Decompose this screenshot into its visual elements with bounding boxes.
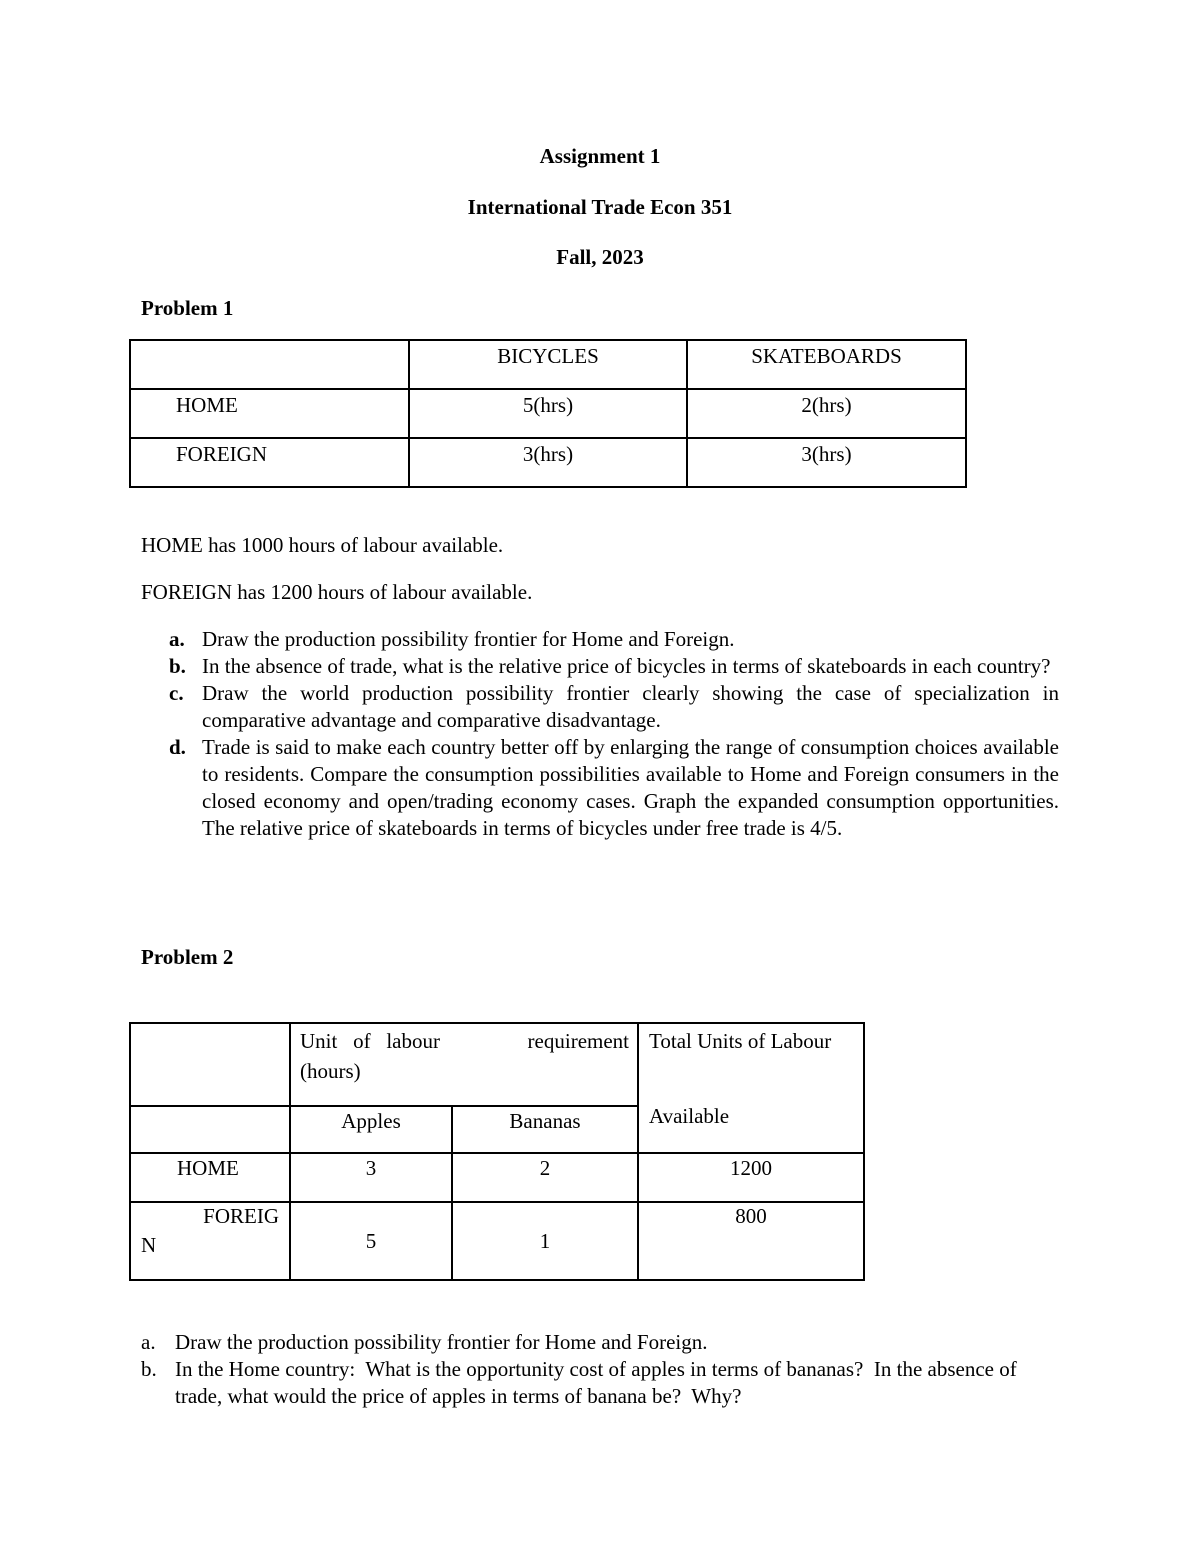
question-text: Draw the world production possibility frontier clearly showing the case of specialization in comparative advantage and comparative disadvantage.	[202, 681, 1059, 732]
table-cell: 800	[638, 1202, 864, 1280]
list-marker: d.	[169, 735, 186, 759]
table-row	[130, 1202, 864, 1280]
list-item	[141, 653, 1059, 680]
table-cell	[130, 1106, 290, 1153]
list-marker: b.	[141, 1357, 157, 1381]
unit-labour-header-right: requirement	[527, 1029, 629, 1053]
foreign-label-line2: N	[141, 1233, 157, 1257]
table-row	[130, 389, 966, 438]
table-cell: 1200	[638, 1153, 864, 1202]
unit-labour-header	[290, 1023, 638, 1106]
list-marker: a.	[169, 627, 185, 651]
term: Fall, 2023	[556, 245, 644, 269]
course-name: International Trade Econ 351	[467, 195, 733, 219]
list-item	[141, 680, 1059, 734]
table-cell: 3(hrs)	[409, 438, 687, 487]
list-item	[141, 1329, 1059, 1356]
document-title: Assignment 1	[539, 144, 661, 168]
table-cell: HOME	[130, 1153, 290, 1202]
total-labour-header	[638, 1023, 864, 1153]
table-cell: 2	[452, 1153, 638, 1202]
problem2-heading: Problem 2	[141, 945, 234, 969]
table-row	[130, 1153, 864, 1202]
total-labour-header-line2: Available	[649, 1104, 730, 1128]
table-cell: 2(hrs)	[687, 389, 966, 438]
table-header-cell: BICYCLES	[409, 340, 687, 389]
question-text: In the Home country: What is the opportunity cost of apples in terms of bananas? In the absence of trade, what would the price of apples in terms of banana be? Why?	[175, 1357, 1022, 1408]
home-labour-text: HOME has 1000 hours of labour available.	[141, 533, 504, 557]
table-cell: FOREIGN	[130, 438, 409, 487]
table-cell: 3(hrs)	[687, 438, 966, 487]
unit-labour-line	[300, 1026, 629, 1056]
table-row	[130, 438, 966, 487]
question-text: In the absence of trade, what is the relative price of bicycles in terms of skateboards in each country?	[202, 654, 1051, 678]
table-header-cell	[130, 1023, 290, 1106]
table-cell: 5	[290, 1202, 452, 1280]
unit-labour-header-left: Unit of labour	[300, 1029, 440, 1053]
question-text: Trade is said to make each country better off by enlarging the range of consumption choices available to residents. Compare the consumption possibilities available to Home and Foreign consumers in the closed economy and open/trading economy cases. Graph the expanded consumption opportunities. The relative price of skateboards in terms of bicycles under free trade is 4/5.	[202, 735, 1059, 840]
question-text: Draw the production possibility frontier for Home and Foreign.	[202, 627, 735, 651]
table-row	[130, 1023, 864, 1106]
foreign-label-line1: FOREIG	[203, 1204, 279, 1228]
table-cell	[130, 1202, 290, 1280]
question-text: Draw the production possibility frontier for Home and Foreign.	[175, 1330, 708, 1354]
problem1-table	[129, 339, 967, 488]
list-item	[141, 1356, 1059, 1410]
problem2-table	[129, 1022, 865, 1281]
list-item	[141, 626, 1059, 653]
problem2-questions	[141, 1329, 1059, 1410]
table-header-cell: SKATEBOARDS	[687, 340, 966, 389]
table-cell: HOME	[130, 389, 409, 438]
list-marker: b.	[169, 654, 186, 678]
table-row	[130, 340, 966, 389]
table-header-cell: Bananas	[452, 1106, 638, 1153]
table-header-cell: Apples	[290, 1106, 452, 1153]
problem1-heading: Problem 1	[141, 296, 234, 320]
problem1-questions	[141, 626, 1059, 842]
table-cell: 5(hrs)	[409, 389, 687, 438]
list-marker: a.	[141, 1330, 156, 1354]
list-marker: c.	[169, 681, 184, 705]
unit-labour-header-hours: (hours)	[300, 1059, 361, 1083]
foreign-labour-text: FOREIGN has 1200 hours of labour available.	[141, 580, 533, 604]
table-cell: 1	[452, 1202, 638, 1280]
total-labour-header-line1: Total Units of Labour	[649, 1029, 832, 1053]
table-header-cell	[130, 340, 409, 389]
list-item	[141, 734, 1059, 842]
table-cell: 3	[290, 1153, 452, 1202]
